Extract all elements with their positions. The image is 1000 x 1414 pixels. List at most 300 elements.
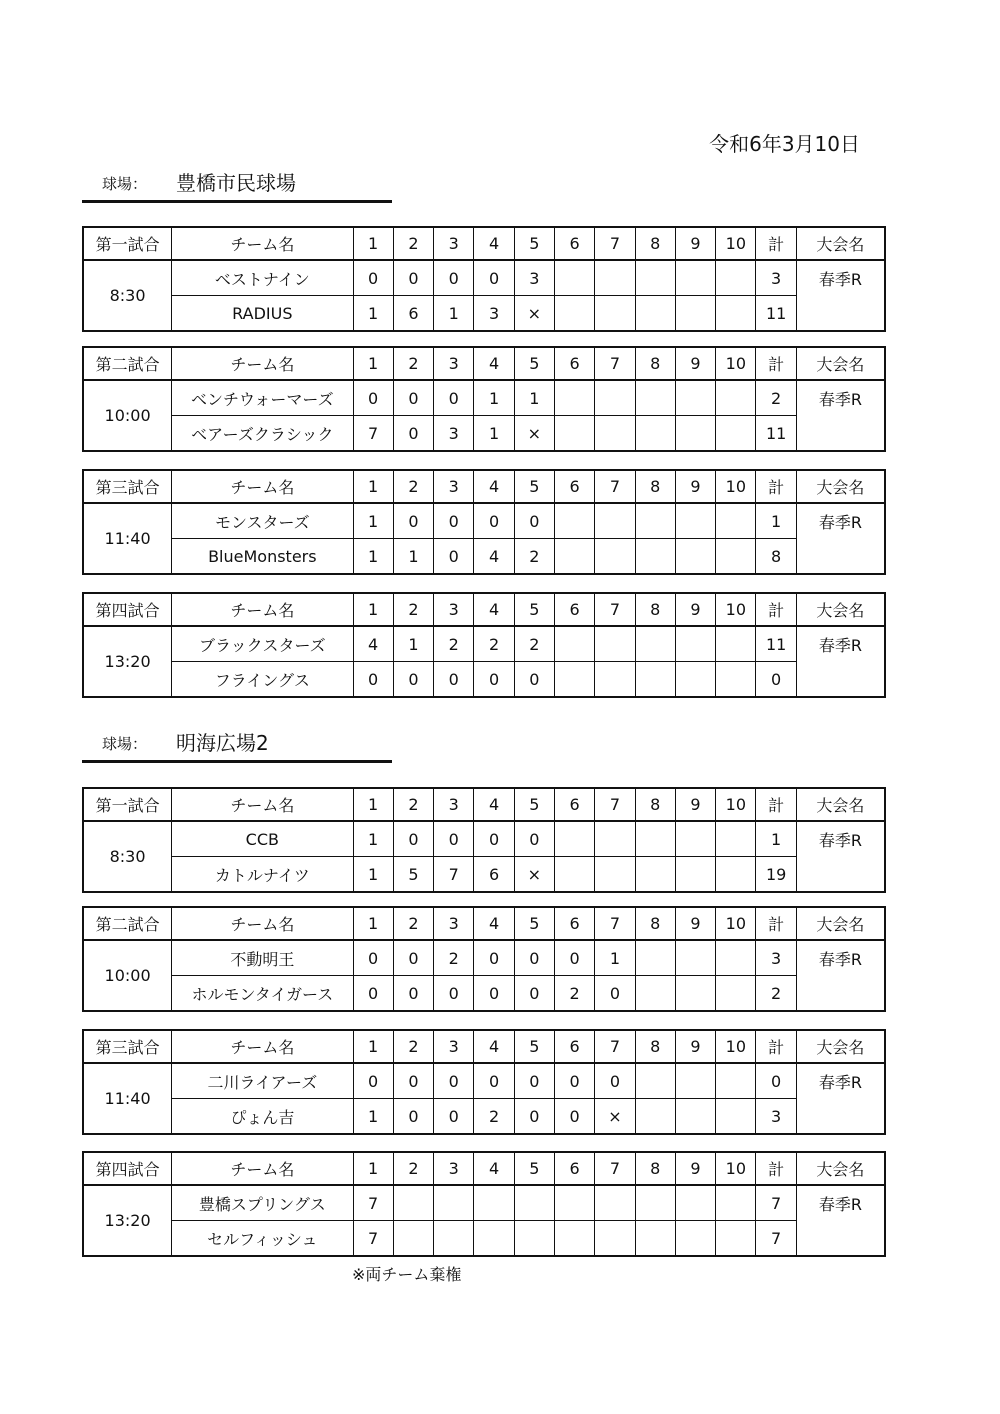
inning-score: 0 [353, 976, 393, 1012]
inning-score [393, 1185, 433, 1221]
competition-header: 大会名 [796, 1152, 885, 1185]
inning-score: 7 [353, 1221, 393, 1257]
inning-header: 8 [635, 907, 675, 940]
inning-score: 6 [393, 296, 433, 332]
inning-header: 2 [393, 593, 433, 626]
header-row [83, 227, 885, 260]
inning-score: × [514, 857, 554, 893]
inning-header: 3 [434, 907, 474, 940]
total-header: 計 [756, 907, 796, 940]
game-table [82, 592, 886, 698]
inning-score [595, 503, 635, 539]
inning-score [595, 260, 635, 296]
inning-header: 3 [434, 470, 474, 503]
inning-score: 1 [474, 416, 514, 452]
inning-score [554, 503, 594, 539]
inning-score [716, 1099, 756, 1135]
total-score: 11 [756, 416, 796, 452]
inning-score: 0 [393, 976, 433, 1012]
inning-score: 0 [393, 1099, 433, 1135]
inning-score: 0 [353, 662, 393, 698]
inning-score [675, 940, 715, 976]
inning-header: 8 [635, 593, 675, 626]
inning-score: 0 [474, 940, 514, 976]
inning-score: 0 [434, 976, 474, 1012]
inning-score: 7 [353, 1185, 393, 1221]
team-name: RADIUS [172, 296, 353, 332]
inning-score: 1 [393, 626, 433, 662]
inning-score: × [595, 1099, 635, 1135]
inning-header: 10 [716, 470, 756, 503]
header-row [83, 1152, 885, 1185]
inning-score [675, 539, 715, 575]
inning-header: 3 [434, 593, 474, 626]
header-row [83, 470, 885, 503]
inning-score [554, 380, 594, 416]
game-label: 第三試合 [83, 470, 172, 503]
inning-score [635, 380, 675, 416]
inning-score: 0 [554, 1063, 594, 1099]
inning-header: 8 [635, 347, 675, 380]
team-row [83, 296, 885, 332]
inning-header: 1 [353, 470, 393, 503]
inning-header: 1 [353, 1152, 393, 1185]
inning-score [675, 857, 715, 893]
inning-score [675, 976, 715, 1012]
team-row [83, 503, 885, 539]
inning-header: 9 [675, 907, 715, 940]
team-name: ホルモンタイガース [172, 976, 353, 1012]
inning-score [675, 1063, 715, 1099]
inning-score: 0 [353, 260, 393, 296]
inning-score [675, 380, 715, 416]
inning-score: 3 [514, 260, 554, 296]
inning-header: 8 [635, 227, 675, 260]
inning-header: 3 [434, 347, 474, 380]
inning-header: 10 [716, 788, 756, 821]
total-score: 0 [756, 1063, 796, 1099]
inning-score [716, 976, 756, 1012]
inning-header: 5 [514, 1030, 554, 1063]
inning-header: 4 [474, 227, 514, 260]
total-header: 計 [756, 788, 796, 821]
inning-score: 0 [514, 976, 554, 1012]
inning-score [675, 503, 715, 539]
total-score: 19 [756, 857, 796, 893]
total-score: 2 [756, 380, 796, 416]
inning-header: 4 [474, 593, 514, 626]
inning-score: 0 [353, 940, 393, 976]
start-time: 11:40 [83, 503, 172, 574]
inning-score [675, 821, 715, 857]
inning-score [434, 1221, 474, 1257]
team-name: 不動明王 [172, 940, 353, 976]
inning-score: 1 [474, 380, 514, 416]
inning-score: 0 [393, 1063, 433, 1099]
team-row [83, 626, 885, 662]
inning-score: 3 [474, 296, 514, 332]
team-name: CCB [172, 821, 353, 857]
inning-score [554, 260, 594, 296]
inning-score [595, 380, 635, 416]
inning-header: 7 [595, 907, 635, 940]
inning-header: 6 [554, 593, 594, 626]
inning-score [635, 296, 675, 332]
header-row [83, 1030, 885, 1063]
inning-header: 7 [595, 1152, 635, 1185]
inning-score [595, 821, 635, 857]
inning-score: 0 [474, 260, 514, 296]
inning-header: 9 [675, 593, 715, 626]
game-label: 第四試合 [83, 1152, 172, 1185]
inning-score: 0 [514, 503, 554, 539]
inning-score: 0 [474, 662, 514, 698]
inning-score [716, 940, 756, 976]
team-row [83, 1185, 885, 1221]
inning-header: 5 [514, 227, 554, 260]
inning-score: 1 [353, 539, 393, 575]
competition-header: 大会名 [796, 470, 885, 503]
team-col-header: チーム名 [172, 347, 353, 380]
inning-header: 2 [393, 347, 433, 380]
inning-score [716, 260, 756, 296]
total-score: 7 [756, 1221, 796, 1257]
inning-score: × [514, 296, 554, 332]
game-label: 第四試合 [83, 593, 172, 626]
inning-header: 3 [434, 1152, 474, 1185]
total-score: 3 [756, 1099, 796, 1135]
inning-score [675, 296, 715, 332]
inning-header: 4 [474, 907, 514, 940]
inning-score: 0 [393, 662, 433, 698]
inning-score: 0 [393, 940, 433, 976]
inning-score [434, 1185, 474, 1221]
team-row [83, 1063, 885, 1099]
inning-score: 1 [393, 539, 433, 575]
total-score: 7 [756, 1185, 796, 1221]
inning-score [635, 940, 675, 976]
inning-header: 2 [393, 907, 433, 940]
total-header: 計 [756, 470, 796, 503]
inning-score [675, 662, 715, 698]
inning-header: 10 [716, 1030, 756, 1063]
game-label: 第二試合 [83, 347, 172, 380]
inning-score [474, 1221, 514, 1257]
game-table [82, 1151, 886, 1257]
inning-score [716, 416, 756, 452]
inning-score: 0 [514, 1063, 554, 1099]
team-row [83, 1221, 885, 1257]
inning-score: 4 [353, 626, 393, 662]
inning-header: 6 [554, 347, 594, 380]
game-table [82, 906, 886, 1012]
venue-name: 明海広場2 [176, 731, 269, 755]
inning-score: 0 [554, 1099, 594, 1135]
inning-header: 3 [434, 227, 474, 260]
inning-score [635, 1221, 675, 1257]
inning-score [635, 662, 675, 698]
total-header: 計 [756, 227, 796, 260]
competition-name: 春季R [796, 940, 885, 1011]
inning-header: 2 [393, 227, 433, 260]
inning-score: 0 [393, 380, 433, 416]
inning-header: 1 [353, 593, 393, 626]
inning-score [514, 1221, 554, 1257]
inning-score: 1 [353, 821, 393, 857]
inning-header: 4 [474, 470, 514, 503]
competition-name: 春季R [796, 503, 885, 574]
inning-score: 0 [434, 539, 474, 575]
start-time: 13:20 [83, 626, 172, 697]
inning-header: 9 [675, 1030, 715, 1063]
inning-score [635, 821, 675, 857]
inning-score: 6 [474, 857, 514, 893]
inning-score [635, 976, 675, 1012]
team-name: ベストナイン [172, 260, 353, 296]
inning-score: 0 [434, 380, 474, 416]
total-header: 計 [756, 347, 796, 380]
team-row [83, 662, 885, 698]
inning-header: 8 [635, 788, 675, 821]
team-name: セルフィッシュ [172, 1221, 353, 1257]
inning-header: 5 [514, 788, 554, 821]
total-header: 計 [756, 1152, 796, 1185]
inning-score [716, 857, 756, 893]
team-name: カトルナイツ [172, 857, 353, 893]
team-name: ベンチウォーマーズ [172, 380, 353, 416]
inning-header: 8 [635, 1030, 675, 1063]
header-row [83, 788, 885, 821]
inning-score: 7 [434, 857, 474, 893]
inning-score: 0 [434, 503, 474, 539]
inning-score [595, 296, 635, 332]
inning-header: 4 [474, 347, 514, 380]
start-time: 11:40 [83, 1063, 172, 1134]
total-header: 計 [756, 593, 796, 626]
inning-header: 1 [353, 347, 393, 380]
inning-score [716, 626, 756, 662]
competition-name: 春季R [796, 821, 885, 892]
forfeit-note: ※両チーム棄権 [352, 1265, 462, 1284]
inning-score: 2 [434, 940, 474, 976]
inning-header: 10 [716, 593, 756, 626]
total-score: 2 [756, 976, 796, 1012]
competition-name: 春季R [796, 1063, 885, 1134]
inning-score: 0 [434, 662, 474, 698]
inning-header: 3 [434, 788, 474, 821]
inning-header: 4 [474, 1030, 514, 1063]
inning-score [595, 662, 635, 698]
inning-header: 5 [514, 907, 554, 940]
inning-header: 6 [554, 470, 594, 503]
competition-header: 大会名 [796, 347, 885, 380]
date: 令和6年3月10日 [709, 132, 860, 156]
header-row [83, 347, 885, 380]
inning-header: 2 [393, 788, 433, 821]
team-col-header: チーム名 [172, 593, 353, 626]
inning-score [554, 1221, 594, 1257]
inning-header: 6 [554, 1030, 594, 1063]
game-label: 第三試合 [83, 1030, 172, 1063]
venue-header [82, 726, 392, 763]
inning-score [554, 857, 594, 893]
inning-score [675, 626, 715, 662]
start-time: 10:00 [83, 940, 172, 1011]
game-table [82, 1029, 886, 1135]
inning-score: 0 [514, 662, 554, 698]
inning-header: 6 [554, 788, 594, 821]
inning-score [635, 539, 675, 575]
venue-label: 球場： [102, 175, 148, 193]
inning-header: 5 [514, 1152, 554, 1185]
inning-header: 9 [675, 227, 715, 260]
inning-score: 0 [393, 260, 433, 296]
inning-score [554, 626, 594, 662]
inning-score [595, 1185, 635, 1221]
team-name: 豊橋スプリングス [172, 1185, 353, 1221]
game-label: 第二試合 [83, 907, 172, 940]
inning-header: 9 [675, 347, 715, 380]
inning-header: 10 [716, 907, 756, 940]
inning-score: 0 [353, 1063, 393, 1099]
inning-score [554, 662, 594, 698]
inning-score: 0 [474, 1063, 514, 1099]
total-header: 計 [756, 1030, 796, 1063]
total-score: 3 [756, 260, 796, 296]
inning-header: 10 [716, 1152, 756, 1185]
inning-score [554, 1185, 594, 1221]
start-time: 8:30 [83, 821, 172, 892]
inning-score: 0 [474, 976, 514, 1012]
team-name: ブラックスターズ [172, 626, 353, 662]
inning-score [716, 296, 756, 332]
inning-header: 10 [716, 347, 756, 380]
competition-header: 大会名 [796, 1030, 885, 1063]
inning-score [675, 1099, 715, 1135]
inning-header: 1 [353, 788, 393, 821]
competition-header: 大会名 [796, 593, 885, 626]
team-row [83, 857, 885, 893]
inning-score [635, 416, 675, 452]
inning-score: 0 [393, 821, 433, 857]
inning-score: 7 [353, 416, 393, 452]
inning-score: 5 [393, 857, 433, 893]
game-table [82, 787, 886, 893]
team-col-header: チーム名 [172, 907, 353, 940]
inning-score [716, 821, 756, 857]
total-score: 11 [756, 626, 796, 662]
inning-score: 0 [434, 260, 474, 296]
team-name: モンスターズ [172, 503, 353, 539]
team-col-header: チーム名 [172, 470, 353, 503]
inning-score: 1 [595, 940, 635, 976]
inning-score [635, 1185, 675, 1221]
inning-score [595, 539, 635, 575]
team-name: ベアーズクラシック [172, 416, 353, 452]
inning-header: 5 [514, 470, 554, 503]
inning-score [595, 857, 635, 893]
venue-name: 豊橋市民球場 [176, 171, 296, 195]
venue-label: 球場： [102, 735, 148, 753]
team-row [83, 940, 885, 976]
team-row [83, 539, 885, 575]
total-score: 0 [756, 662, 796, 698]
header-row [83, 907, 885, 940]
inning-score [675, 1221, 715, 1257]
competition-name: 春季R [796, 626, 885, 697]
team-row [83, 976, 885, 1012]
competition-header: 大会名 [796, 227, 885, 260]
inning-header: 2 [393, 1152, 433, 1185]
inning-header: 6 [554, 227, 594, 260]
total-score: 1 [756, 821, 796, 857]
inning-header: 7 [595, 1030, 635, 1063]
inning-score: 2 [514, 539, 554, 575]
team-row [83, 821, 885, 857]
inning-header: 7 [595, 227, 635, 260]
competition-name: 春季R [796, 380, 885, 451]
inning-header: 5 [514, 593, 554, 626]
header-row [83, 593, 885, 626]
inning-score [716, 1063, 756, 1099]
team-row [83, 1099, 885, 1135]
inning-header: 6 [554, 907, 594, 940]
total-score: 3 [756, 940, 796, 976]
inning-header: 1 [353, 907, 393, 940]
team-col-header: チーム名 [172, 227, 353, 260]
inning-header: 7 [595, 347, 635, 380]
inning-header: 4 [474, 1152, 514, 1185]
game-table [82, 469, 886, 575]
inning-score [635, 626, 675, 662]
inning-header: 8 [635, 470, 675, 503]
inning-score: 1 [514, 380, 554, 416]
inning-score [675, 260, 715, 296]
competition-name: 春季R [796, 260, 885, 331]
team-name: フライングス [172, 662, 353, 698]
total-score: 1 [756, 503, 796, 539]
inning-score: 0 [595, 1063, 635, 1099]
inning-score [554, 539, 594, 575]
inning-score: 1 [353, 296, 393, 332]
inning-score: 0 [474, 503, 514, 539]
inning-header: 2 [393, 1030, 433, 1063]
team-name: BlueMonsters [172, 539, 353, 575]
inning-header: 2 [393, 470, 433, 503]
inning-header: 9 [675, 1152, 715, 1185]
inning-score: 1 [353, 1099, 393, 1135]
inning-score [514, 1185, 554, 1221]
inning-score [393, 1221, 433, 1257]
inning-score: 0 [434, 1099, 474, 1135]
inning-score [716, 539, 756, 575]
inning-header: 7 [595, 470, 635, 503]
inning-score: 2 [554, 976, 594, 1012]
inning-score [474, 1185, 514, 1221]
inning-score: 0 [514, 1099, 554, 1135]
inning-score: 0 [434, 821, 474, 857]
inning-score: 0 [353, 380, 393, 416]
team-col-header: チーム名 [172, 788, 353, 821]
game-table [82, 226, 886, 332]
inning-score: 0 [595, 976, 635, 1012]
inning-score: 2 [514, 626, 554, 662]
team-col-header: チーム名 [172, 1030, 353, 1063]
inning-score [716, 1185, 756, 1221]
team-row [83, 416, 885, 452]
inning-score [675, 1185, 715, 1221]
inning-header: 10 [716, 227, 756, 260]
